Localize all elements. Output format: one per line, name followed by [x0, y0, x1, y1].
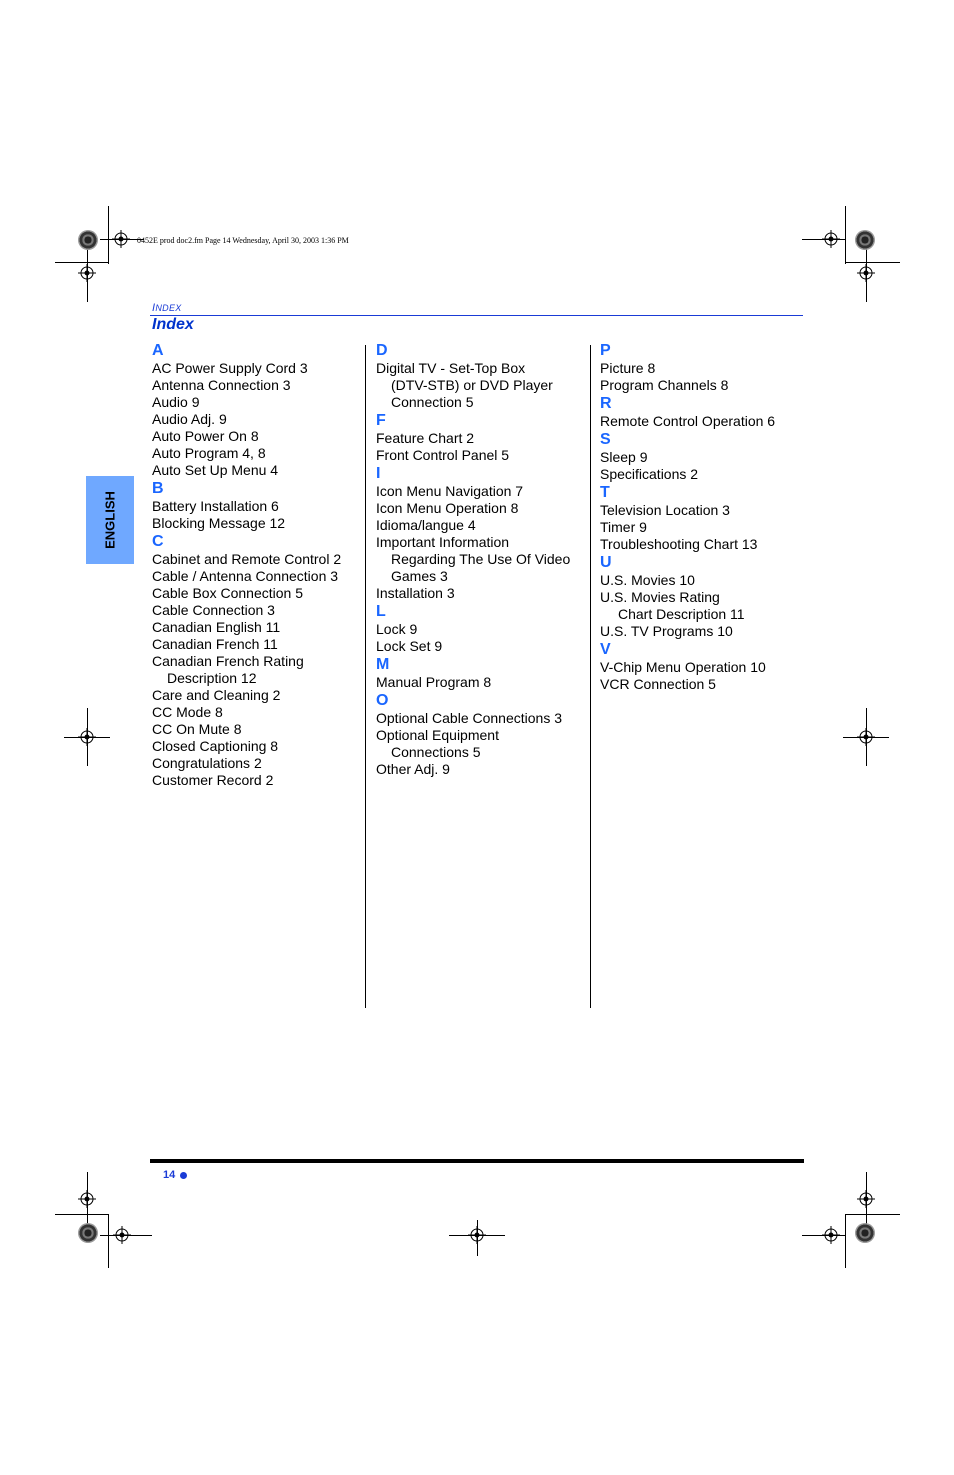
index-entry	[376, 500, 588, 517]
crop-mark	[55, 262, 109, 263]
index-letter-heading: D	[376, 342, 388, 359]
index-entry	[152, 653, 364, 687]
index-entry-text: Sleep 9	[600, 449, 648, 465]
index-entry-text: Cable / Antenna Connection 3	[152, 568, 339, 584]
index-entry-continuation: Regarding The Use Of Video	[391, 551, 571, 567]
index-entry	[600, 413, 812, 430]
index-entry	[376, 710, 588, 727]
registration-mark-icon	[78, 728, 96, 746]
index-entry	[600, 623, 812, 640]
index-entry-text: Customer Record 2	[152, 772, 274, 788]
file-info: 0452E prod doc2.fm Page 14 Wednesday, April 30, 2003 1:36 PM	[137, 236, 349, 245]
index-entry	[600, 589, 812, 623]
index-entry-text: Timer 9	[600, 519, 647, 535]
registration-mark-icon	[857, 264, 875, 282]
index-entry-text: Manual Program 8	[376, 674, 492, 690]
index-entry	[152, 411, 364, 428]
index-entry	[376, 761, 588, 778]
index-entry-text: Icon Menu Navigation 7	[376, 483, 524, 499]
index-entry-text: Remote Control Operation 6	[600, 413, 776, 429]
registration-mark-icon	[113, 1226, 131, 1244]
index-entry	[152, 721, 364, 738]
section-header-cap: I	[152, 302, 156, 314]
index-entry-text: Cabinet and Remote Control 2	[152, 551, 342, 567]
index-entry-text: V-Chip Menu Operation 10	[600, 659, 766, 675]
column-divider	[590, 345, 591, 1008]
page-number: 14	[163, 1169, 176, 1181]
index-entry-text: Battery Installation 6	[152, 498, 279, 514]
index-entry	[152, 602, 364, 619]
index-entry-continuation: Connections 5	[391, 744, 481, 760]
index-entry-text: Canadian English 11	[152, 619, 281, 635]
crop-mark	[845, 206, 846, 264]
index-entry-text: Picture 8	[600, 360, 656, 376]
index-letter-heading: T	[600, 484, 610, 501]
index-entry-text: Lock 9	[376, 621, 418, 637]
index-letter-heading: O	[376, 692, 389, 709]
index-entry	[600, 676, 812, 693]
index-entry-continuation: Chart Description 11	[618, 606, 745, 622]
index-entry	[152, 515, 364, 532]
crop-mark	[845, 1214, 846, 1268]
registration-mark-icon	[822, 1226, 840, 1244]
index-entry	[152, 360, 364, 377]
registration-mark-icon	[468, 1226, 486, 1244]
index-entry	[376, 727, 588, 761]
index-entry-text: Troubleshooting Chart 13	[600, 536, 758, 552]
crop-mark	[845, 1214, 900, 1215]
index-column-3	[600, 341, 812, 693]
index-entry	[152, 636, 364, 653]
index-entry-text: Icon Menu Operation 8	[376, 500, 519, 516]
crop-mark	[55, 1214, 109, 1215]
color-rosette-icon	[855, 1223, 875, 1243]
index-column-2	[376, 341, 588, 778]
index-entry-text: Audio Adj. 9	[152, 411, 227, 427]
index-entry-text: CC On Mute 8	[152, 721, 242, 737]
index-entry-text: Canadian French Rating	[152, 653, 304, 669]
index-entry	[376, 483, 588, 500]
registration-mark-icon	[78, 264, 96, 282]
registration-mark-icon	[857, 1190, 875, 1208]
index-letter-heading: M	[376, 656, 390, 673]
registration-mark-icon	[78, 1190, 96, 1208]
index-entry-text: Antenna Connection 3	[152, 377, 291, 393]
index-entry-text: Optional Equipment	[376, 727, 499, 743]
index-entry	[600, 536, 812, 553]
index-letter-heading: S	[600, 431, 611, 448]
index-entry-text: Optional Cable Connections 3	[376, 710, 563, 726]
index-entry	[152, 738, 364, 755]
index-entry	[152, 568, 364, 585]
index-letter-heading: F	[376, 412, 386, 429]
index-entry-text: Front Control Panel 5	[376, 447, 510, 463]
index-entry-text: U.S. Movies Rating	[600, 589, 720, 605]
index-letter-heading: V	[600, 641, 611, 658]
index-letter-heading: P	[600, 342, 611, 359]
header-rule	[150, 315, 803, 316]
index-entry	[152, 585, 364, 602]
index-entry-text: Care and Cleaning 2	[152, 687, 281, 703]
index-entry	[376, 430, 588, 447]
color-rosette-icon	[78, 1223, 98, 1243]
index-entry	[600, 659, 812, 676]
index-entry-text: Program Channels 8	[600, 377, 729, 393]
index-entry	[600, 360, 812, 377]
index-entry	[152, 428, 364, 445]
index-entry-continuation: Games 3	[391, 568, 448, 584]
index-entry	[376, 674, 588, 691]
index-entry-text: U.S. Movies 10	[600, 572, 695, 588]
index-entry-text: Blocking Message 12	[152, 515, 286, 531]
index-entry-text: AC Power Supply Cord 3	[152, 360, 308, 376]
index-entry	[376, 517, 588, 534]
crop-mark	[108, 1214, 109, 1268]
index-entry-text: Installation 3	[376, 585, 455, 601]
index-entry-text: Feature Chart 2	[376, 430, 475, 446]
index-letter-heading: I	[376, 465, 381, 482]
bullet-dot-icon	[180, 1172, 187, 1179]
index-entry-text: Other Adj. 9	[376, 761, 450, 777]
color-rosette-icon	[855, 230, 875, 250]
index-entry-text: VCR Connection 5	[600, 676, 716, 692]
index-entry	[600, 466, 812, 483]
index-entry-continuation: (DTV-STB) or DVD Player	[391, 377, 553, 393]
index-entry	[152, 619, 364, 636]
index-entry	[152, 462, 364, 479]
index-entry-text: Television Location 3	[600, 502, 730, 518]
index-entry	[376, 585, 588, 602]
index-entry-text: Auto Power On 8	[152, 428, 259, 444]
index-entry-text: U.S. TV Programs 10	[600, 623, 733, 639]
color-rosette-icon	[78, 230, 98, 250]
index-entry	[152, 551, 364, 568]
index-entry	[152, 377, 364, 394]
index-letter-heading: C	[152, 533, 164, 550]
index-letter-heading: R	[600, 395, 612, 412]
section-header	[152, 302, 182, 314]
index-letter-heading: L	[376, 603, 386, 620]
section-header-rest: NDEX	[155, 303, 182, 313]
index-entry	[152, 445, 364, 462]
index-entry-text: Auto Set Up Menu 4	[152, 462, 279, 478]
index-entry	[376, 621, 588, 638]
index-entry-text: Audio 9	[152, 394, 200, 410]
index-entry-text: Congratulations 2	[152, 755, 262, 771]
index-entry-text: Cable Connection 3	[152, 602, 275, 618]
index-entry	[600, 502, 812, 519]
index-entry	[152, 687, 364, 704]
registration-mark-icon	[857, 728, 875, 746]
footer-rule	[150, 1159, 804, 1163]
index-entry-continuation: Description 12	[167, 670, 257, 686]
index-letter-heading: U	[600, 554, 612, 571]
index-entry-text: Specifications 2	[600, 466, 699, 482]
index-entry	[376, 360, 588, 411]
index-entry	[376, 447, 588, 464]
index-entry-text: CC Mode 8	[152, 704, 223, 720]
crop-mark	[845, 262, 900, 263]
index-entry-text: Auto Program 4, 8	[152, 445, 266, 461]
index-entry-text: Cable Box Connection 5	[152, 585, 303, 601]
index-entry-text: Lock Set 9	[376, 638, 443, 654]
index-entry	[152, 704, 364, 721]
index-entry	[152, 755, 364, 772]
index-entry-text: Closed Captioning 8	[152, 738, 279, 754]
index-entry-text: Digital TV - Set-Top Box	[376, 360, 526, 376]
registration-mark-icon	[112, 230, 130, 248]
index-entry	[600, 449, 812, 466]
crop-mark	[108, 206, 109, 264]
index-entry-text: Important Information	[376, 534, 510, 550]
index-entry	[600, 572, 812, 589]
index-entry-text: Canadian French 11	[152, 636, 278, 652]
index-letter-heading: A	[152, 342, 164, 359]
index-column-1	[152, 341, 364, 789]
index-entry-text: Idioma/langue 4	[376, 517, 476, 533]
index-entry	[152, 394, 364, 411]
index-entry	[376, 638, 588, 655]
registration-mark-icon	[822, 230, 840, 248]
index-entry	[600, 377, 812, 394]
language-tab-label: ENGLISH	[102, 491, 118, 549]
page-title: Index	[152, 316, 194, 333]
index-entry	[152, 772, 364, 789]
index-entry	[152, 498, 364, 515]
index-entry	[600, 519, 812, 536]
column-divider	[365, 345, 366, 1008]
index-entry-continuation: Connection 5	[391, 394, 474, 410]
index-entry	[376, 534, 588, 585]
index-letter-heading: B	[152, 480, 164, 497]
